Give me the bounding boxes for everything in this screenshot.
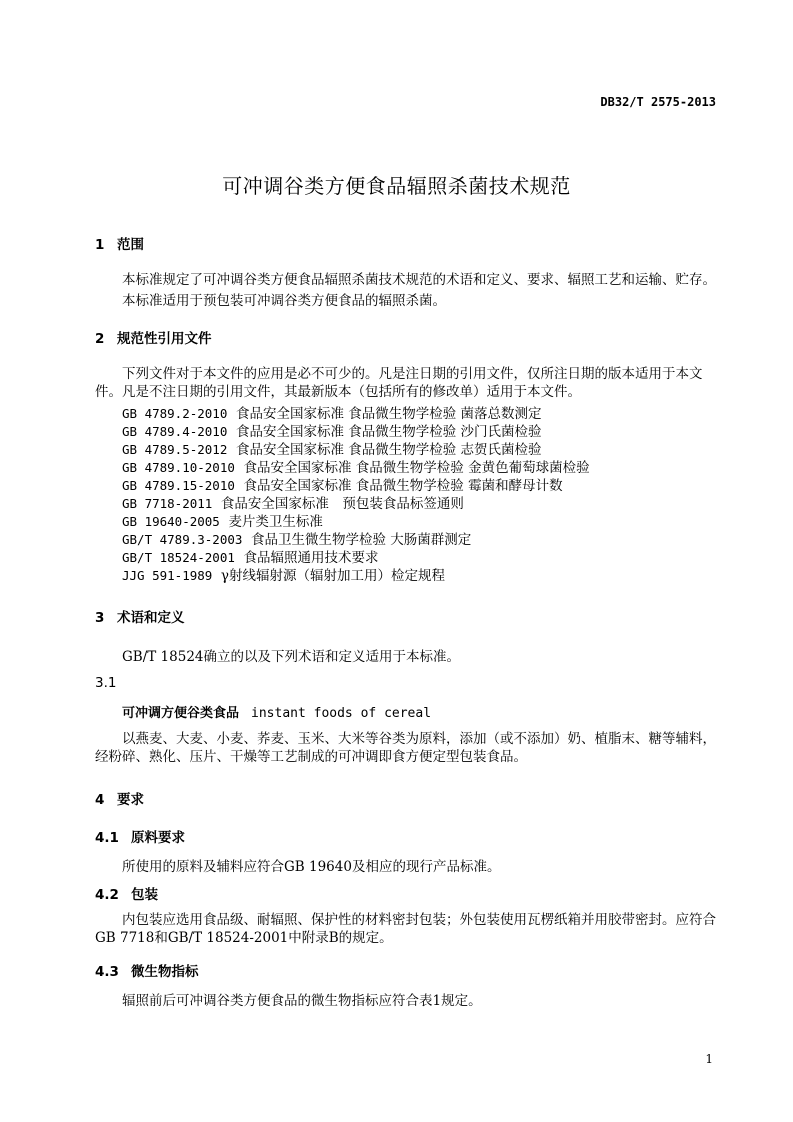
subsection-number: 4.2: [95, 887, 119, 903]
section-title: 要求: [117, 792, 144, 808]
page-number: 1: [705, 1052, 713, 1066]
subsection-4-2-heading: [95, 883, 158, 903]
packaging-text: 内包装应选用食品级、耐辐照、保护性的材料密封包装；外包装使用瓦楞纸箱并用胶带密封。应符合GB 7718和GB/T 18524-2001中附录B的规定。: [95, 912, 716, 946]
document-id: DB32/T 2575-2013: [600, 95, 716, 109]
reference-item: JJG 591-1989 γ射线辐射源（辐射加工用）检定规程: [122, 568, 445, 584]
scope-paragraph-2: 本标准适用于预包装可冲调谷类方便食品的辐照杀菌。: [122, 293, 446, 309]
reference-item: GB 7718-2011 食品安全国家标准 预包装食品标签通则: [122, 496, 464, 512]
term-chinese: 可冲调方便谷类食品: [122, 706, 240, 721]
term-entry: [122, 702, 431, 721]
references-intro: 下列文件对于本文件的应用是必不可少的。凡是注日期的引用文件，仅所注日期的版本适用于本文件。凡是不注日期的引用文件，其最新版本（包括所有的修改单）适用于本文件。: [95, 366, 703, 400]
reference-item: GB/T 18524-2001 食品辐照通用技术要求: [122, 550, 379, 566]
reference-item: GB 4789.15-2010 食品安全国家标准 食品微生物学检验 霉菌和酵母计数: [122, 478, 563, 494]
section-title: 范围: [117, 237, 144, 253]
scope-paragraph-1: 本标准规定了可冲调谷类方便食品辐照杀菌技术规范的术语和定义、要求、辐照工艺和运输、贮存。: [122, 272, 716, 288]
section-3-heading: [95, 606, 185, 626]
reference-item: GB 4789.5-2012 食品安全国家标准 食品微生物学检验 志贺氏菌检验: [122, 442, 542, 458]
term-english: instant foods of cereal: [251, 706, 432, 721]
subsection-title: 微生物指标: [131, 964, 199, 980]
subsection-3-1-number: 3.1: [95, 675, 117, 691]
subsection-title: 原料要求: [131, 830, 185, 846]
section-2-heading: [95, 327, 212, 347]
subsection-number: 4.1: [95, 830, 119, 846]
section-1-heading: [95, 233, 144, 253]
reference-item: GB 4789.2-2010 食品安全国家标准 食品微生物学检验 菌落总数测定: [122, 406, 542, 422]
section-number: 1: [95, 237, 105, 253]
subsection-4-1-heading: [95, 826, 185, 846]
section-number: 3: [95, 610, 105, 626]
reference-item: GB 4789.10-2010 食品安全国家标准 食品微生物学检验 金黄色葡萄球菌检验: [122, 460, 590, 476]
subsection-title: 包装: [131, 887, 158, 903]
section-number: 4: [95, 792, 105, 808]
section-4-heading: [95, 788, 144, 808]
subsection-4-3-heading: [95, 960, 199, 980]
reference-item: GB/T 4789.3-2003 食品卫生微生物学检验 大肠菌群测定: [122, 532, 472, 548]
terms-intro: GB/T 18524确立的以及下列术语和定义适用于本标准。: [122, 649, 460, 665]
document-title: 可冲调谷类方便食品辐照杀菌技术规范: [222, 174, 571, 198]
section-number: 2: [95, 331, 105, 347]
section-title: 术语和定义: [117, 610, 185, 626]
reference-item: GB 4789.4-2010 食品安全国家标准 食品微生物学检验 沙门氏菌检验: [122, 424, 542, 440]
section-title: 规范性引用文件: [117, 331, 212, 347]
raw-material-text: 所使用的原料及辅料应符合GB 19640及相应的现行产品标准。: [122, 859, 501, 875]
microbial-text: 辐照前后可冲调谷类方便食品的微生物指标应符合表1规定。: [122, 993, 482, 1009]
reference-item: GB 19640-2005 麦片类卫生标准: [122, 514, 323, 530]
term-definition: 以燕麦、大麦、小麦、荞麦、玉米、大米等谷类为原料，添加（或不添加）奶、植脂末、糖等辅料，经粉碎、熟化、压片、干燥等工艺制成的可冲调即食方便定型包装食品。: [95, 731, 716, 765]
subsection-number: 4.3: [95, 964, 119, 980]
